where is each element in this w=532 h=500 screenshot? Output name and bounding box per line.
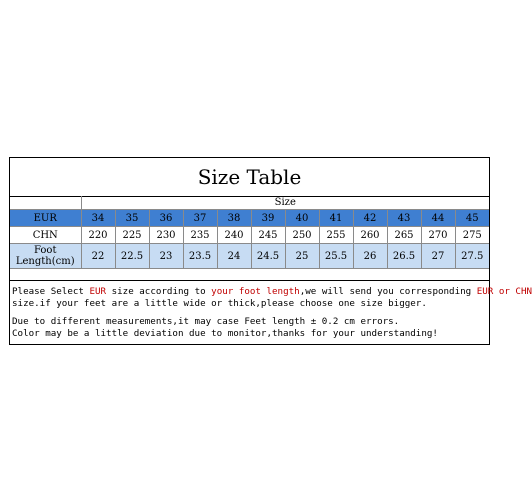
chn-cell: 265 <box>387 227 421 244</box>
foot-cell: 22 <box>81 244 115 269</box>
chn-cell: 250 <box>285 227 319 244</box>
note-line-4: Color may be a little deviation due to monitor,thanks for your understanding! <box>12 328 438 339</box>
eur-cell: 37 <box>183 210 217 227</box>
eur-label: EUR <box>10 210 81 227</box>
eur-cell: 45 <box>455 210 489 227</box>
foot-cell: 24 <box>217 244 251 269</box>
eur-cell: 44 <box>421 210 455 227</box>
note-text: ,we will send you corresponding <box>299 286 477 297</box>
notes-section <box>10 280 532 345</box>
note-line-3: Due to different measurements,it may case Feet length ± 0.2 cm errors. <box>12 316 400 327</box>
chn-cell: 230 <box>149 227 183 244</box>
foot-cell: 26 <box>353 244 387 269</box>
eur-cell: 43 <box>387 210 421 227</box>
chn-cell: 275 <box>455 227 489 244</box>
eur-cell: 38 <box>217 210 251 227</box>
note-highlight: your foot length <box>211 286 300 297</box>
foot-length-row <box>10 244 489 269</box>
size-table-frame <box>9 157 532 345</box>
chn-cell: 220 <box>81 227 115 244</box>
note-text: size according to <box>106 286 212 297</box>
chn-cell: 235 <box>183 227 217 244</box>
foot-cell: 27 <box>421 244 455 269</box>
chn-row <box>10 227 489 244</box>
foot-cell: 25.5 <box>319 244 353 269</box>
note-line-1 <box>10 286 532 298</box>
foot-cell: 25 <box>285 244 319 269</box>
note-text: Please Select <box>12 286 90 297</box>
eur-cell: 40 <box>285 210 319 227</box>
eur-row <box>10 210 489 227</box>
chn-cell: 270 <box>421 227 455 244</box>
size-table <box>10 196 489 269</box>
foot-label-line1: Foot <box>34 245 57 256</box>
note-line-2: size.if your feet are a little wide or thick,please choose one size bigger. <box>12 298 427 309</box>
size-header: Size <box>81 196 489 210</box>
eur-cell: 35 <box>115 210 149 227</box>
table-title: Size Table <box>10 158 489 197</box>
blank-cell <box>10 196 81 210</box>
chn-cell: 245 <box>251 227 285 244</box>
chn-cell: 240 <box>217 227 251 244</box>
chn-cell: 260 <box>353 227 387 244</box>
eur-cell: 42 <box>353 210 387 227</box>
chn-label: CHN <box>10 227 81 244</box>
eur-cell: 39 <box>251 210 285 227</box>
foot-cell: 22.5 <box>115 244 149 269</box>
eur-cell: 36 <box>149 210 183 227</box>
note-highlight: EUR <box>89 286 107 297</box>
foot-cell: 23.5 <box>183 244 217 269</box>
chn-cell: 255 <box>319 227 353 244</box>
eur-cell: 34 <box>81 210 115 227</box>
foot-cell: 27.5 <box>455 244 489 269</box>
size-header-row <box>10 196 489 210</box>
eur-cell: 41 <box>319 210 353 227</box>
note-highlight: EUR or CHN <box>476 286 532 297</box>
foot-cell: 24.5 <box>251 244 285 269</box>
foot-label-line2: Length(cm) <box>15 256 75 267</box>
foot-cell: 26.5 <box>387 244 421 269</box>
foot-cell: 23 <box>149 244 183 269</box>
foot-length-label <box>10 244 81 269</box>
chn-cell: 225 <box>115 227 149 244</box>
